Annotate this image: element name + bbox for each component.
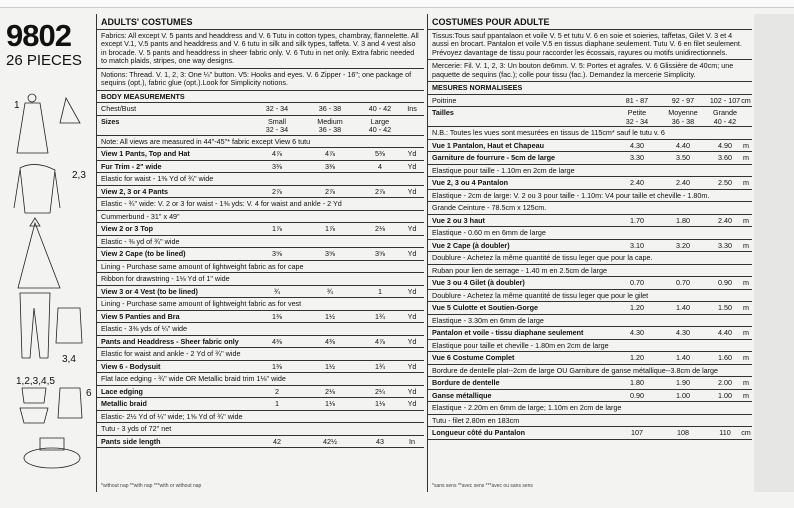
row-value: 1⅞	[272, 224, 282, 233]
notions-text: Notions: Thread. V. 1, 2, 3: One ¼" button. V5: Hooks and eyes. V. 6 Zipper - 16"; one package of sequins (opt.), fabric glue (opt.).Look for Simplicity notions.	[97, 69, 424, 91]
tissus-text: Tissus:Tous sauf ppantalaon et voile V. 5 et tutu V. 6 en soie et soieries, taffetas, Gilet V. 3 et 4 aussi en brocart. Pantalon et voile V.5 en tissus diaphane seulement. Tutu V. 6 en filet seulement. Prévoyez davantage de tissu pour raccorder les écossais, rayures ou motifs unidirectionnels.	[428, 30, 752, 61]
row-label: Lace edging	[101, 386, 143, 396]
row-label: Elastic - 3⅜ yds of ¼" wide	[101, 324, 188, 333]
row-label: Vue 3 ou 4 Gilet (à doubler)	[432, 278, 525, 287]
table-row	[97, 298, 424, 311]
fabrics-text: Fabrics: All except V. 5 pants and headdress and V. 6 Tutu in cotton types, chambray, flannelette. All except V.1, V.5 pants and headdress and V. 6 tutu in silk and silk types, taffeta. V. 3 and 4 vest also in brocade. V. 5 pants and headdress in sheer fabric only. V. 6 Tutu in net only. Extra fabric needed to match plaids, stripes, one way designs.	[97, 30, 424, 69]
row-label: Metallic braid	[101, 399, 147, 408]
row-value: 1½	[325, 361, 335, 371]
table-row	[97, 211, 424, 224]
table-row	[97, 286, 424, 299]
table-row	[97, 148, 424, 161]
row-value: 4	[378, 161, 382, 171]
row-value: 2⅛	[325, 386, 335, 396]
table-row	[428, 390, 752, 403]
table-row	[428, 277, 752, 290]
table-row	[428, 290, 752, 303]
row-label: Tutu - 3 yds of 72" net	[101, 424, 172, 433]
row-label: Lining - Purchase same amount of lightweight fabric as for vest	[101, 299, 302, 308]
row-label: Elastique - 2cm de large: V. 2 ou 3 pour taille - 1.10m: V4 pour taille et cheville - 1.80m.	[432, 190, 710, 200]
row-value: m	[743, 378, 749, 387]
row-label: Fur Trim - 2" wide	[101, 161, 162, 171]
body-measurements-heading: BODY MEASUREMENTS	[97, 91, 424, 104]
row-value: 1⅜	[272, 311, 282, 321]
row-value: 1¾	[375, 361, 385, 371]
row-value: 2.00	[718, 378, 732, 387]
row-value: 1.80	[630, 378, 644, 387]
row-value: 5⅜	[375, 149, 385, 158]
envelope-edge	[754, 14, 794, 492]
row-label: Elastique pour taille - 1.10m en 2cm de large	[432, 165, 575, 175]
row-label: Elastic for waist and ankle - 2 Yd of ¾" wide	[101, 349, 241, 358]
row-label: View 2, 3 or 4 Pants	[101, 186, 168, 196]
row-label: Elastic - ¾" wide: V. 2 or 3 for waist - 1⅜ yds: V. 4 for waist and ankle - 2 Yd	[101, 199, 342, 208]
row-value: Yd	[407, 186, 417, 196]
row-value: m	[743, 303, 749, 312]
row-label: Vue 1 Pantalon, Haut et Chapeau	[432, 140, 544, 150]
table-row	[97, 336, 424, 349]
row-label: Vue 2, 3 ou 4 Pantalon	[432, 178, 509, 187]
table-row	[97, 248, 424, 261]
row-value: Yd	[407, 386, 417, 396]
row-value: 1⅛	[325, 399, 335, 408]
row-value: 4⅞	[375, 336, 385, 346]
table-row	[428, 202, 752, 215]
row-value: 2.40	[676, 178, 690, 187]
row-value: m	[743, 215, 749, 225]
row-value: 42	[273, 436, 281, 446]
row-value: 3.50	[676, 153, 690, 162]
row-label: View 6 - Bodysuit	[101, 361, 161, 371]
row-value: 3⅝	[375, 249, 385, 258]
poitrine-row: Poitrine 81 - 87 92 - 97 102 - 107 cm	[428, 95, 752, 108]
row-value: 4.30	[630, 328, 644, 337]
table-row	[97, 361, 424, 374]
row-label: Longueur côté du Pantalon	[432, 428, 526, 437]
table-row	[428, 340, 752, 353]
row-value: Yd	[407, 361, 417, 371]
row-value: 3⅜	[272, 161, 282, 171]
row-value: 3⅜	[325, 161, 335, 171]
view-label-1: 1	[14, 100, 20, 111]
row-value: Yd	[407, 286, 417, 296]
row-value: cm	[741, 428, 751, 437]
table-row	[97, 423, 424, 436]
row-value: 1.80	[676, 215, 690, 225]
row-value: 1¾	[375, 311, 385, 321]
french-panel	[427, 14, 752, 492]
mercerie-text: Mercerie: Fil. V. 1, 2, 3: Un bouton de6mm. V. 5: Portes et agrafes. V. 6 Glissière de 40cm; une paquette de sequins (fac.); colle pour tissu (fac.). Demandez la mercerie Simplicity.	[428, 60, 752, 82]
row-label: Grande Ceinture - 78.5cm x 125cm.	[432, 203, 547, 212]
row-label: Ganse métallique	[432, 390, 492, 400]
table-row	[97, 261, 424, 274]
row-label: Elastique - 3.30m en 6mm de large	[432, 315, 544, 325]
top-strip	[0, 0, 794, 8]
row-value: 0.90	[630, 390, 644, 400]
row-value: 3.60	[718, 153, 732, 162]
row-label: View 2 Cape (to be lined)	[101, 249, 186, 258]
row-value: 1.20	[630, 303, 644, 312]
row-value: 0.70	[630, 278, 644, 287]
table-row	[97, 311, 424, 324]
row-label: Vue 2 Cape (à doubler)	[432, 240, 510, 250]
row-value: 4⅜	[272, 336, 282, 346]
metrage-table	[428, 140, 752, 440]
row-value: 42½	[323, 436, 337, 446]
row-value: 2	[275, 386, 279, 396]
nb-note: N.B.: Toutes les vues sont mesurées en tissus de 115cm* sauf le tutu v. 6	[428, 127, 752, 140]
row-value: 2⅞	[375, 186, 385, 196]
row-label: Pantalon et voile - tissu diaphane seulement	[432, 328, 584, 337]
row-value: m	[743, 153, 749, 162]
row-value: ¾	[327, 286, 333, 296]
table-row	[97, 273, 424, 286]
row-value: 1⅞	[325, 224, 335, 233]
row-label: Doublure - Achetez la même quantité de tissu leger que pour le gilet	[432, 290, 649, 300]
row-value: 1.70	[630, 215, 644, 225]
table-row	[428, 415, 752, 428]
row-label: Vue 2 ou 3 haut	[432, 215, 485, 225]
yardage-table	[97, 148, 424, 448]
row-value: 4⅜	[325, 336, 335, 346]
row-value: 4⅞	[325, 149, 335, 158]
row-label: Elastique - 0.60 m en 6mm de large	[432, 228, 546, 237]
row-value: 1.50	[718, 303, 732, 312]
table-row	[428, 190, 752, 203]
row-value: Yd	[407, 311, 417, 321]
row-label: Garniture de fourrure - 5cm de large	[432, 153, 556, 162]
row-value: 4.30	[630, 140, 644, 150]
row-value: 3⅝	[272, 249, 282, 258]
row-value: 2.40	[630, 178, 644, 187]
row-value: m	[743, 240, 749, 250]
row-label: View 1 Pants, Top and Hat	[101, 149, 190, 158]
table-row	[428, 152, 752, 165]
view-label-3-4: 3,4	[62, 354, 76, 365]
table-row	[428, 140, 752, 153]
table-row	[97, 173, 424, 186]
row-label: View 5 Panties and Bra	[101, 311, 180, 321]
table-row	[97, 323, 424, 336]
table-row	[428, 215, 752, 228]
row-label: Flat lace edging - ¾" wide OR Metallic braid trim 1⅛" wide	[101, 374, 286, 383]
sizes-row: Sizes Small 32 - 34 Medium 36 - 38 Large 40 - 42	[97, 116, 424, 136]
row-value: 3.10	[630, 240, 644, 250]
table-row	[428, 377, 752, 390]
table-row	[97, 161, 424, 174]
table-row	[97, 436, 424, 449]
row-label: Elastic for waist - 1⅜ Yd of ¾" wide	[101, 174, 214, 183]
table-row	[428, 302, 752, 315]
table-row	[97, 398, 424, 411]
row-value: 110	[719, 428, 731, 437]
row-label: Pants and Headdress - Sheer fabric only	[101, 336, 239, 346]
row-value: 2⅞	[272, 186, 282, 196]
row-value: m	[743, 278, 749, 287]
row-value: 1	[275, 399, 279, 408]
row-value: 1	[378, 286, 382, 296]
french-footnote: *sans sens **avec sens ***avec ou sans sens	[432, 482, 533, 489]
table-row	[428, 365, 752, 378]
row-value: 3.20	[676, 240, 690, 250]
row-value: m	[743, 178, 749, 187]
table-row	[97, 223, 424, 236]
row-label: Elastic - ⅜ yd of ¾" wide	[101, 236, 180, 246]
row-value: 0.70	[676, 278, 690, 287]
table-row	[97, 198, 424, 211]
table-row	[428, 402, 752, 415]
row-label: Vue 6 Costume Complet	[432, 353, 515, 362]
view-label-2-3: 2,3	[72, 170, 86, 181]
piece-count: 26 PIECES	[6, 52, 82, 69]
row-value: ¾	[274, 286, 280, 296]
table-row	[428, 352, 752, 365]
row-value: 1½	[325, 311, 335, 321]
row-value: 107	[631, 428, 643, 437]
row-value: 3⅝	[325, 249, 335, 258]
row-label: View 2 or 3 Top	[101, 224, 154, 233]
row-label: Elastique pour taille et cheville - 1.80m en 2cm de large	[432, 340, 609, 350]
row-value: m	[743, 140, 749, 150]
row-value: 3.30	[718, 240, 732, 250]
row-label: Bordure de dentelle plat--2cm de large OU Garniture de ganse métallique--3.8cm de large	[432, 365, 719, 375]
row-value: Yd	[407, 224, 417, 233]
row-value: Yd	[407, 336, 417, 346]
row-value: Yd	[407, 161, 417, 171]
table-row	[428, 252, 752, 265]
table-row	[428, 240, 752, 253]
french-title: COSTUMES POUR ADULTE	[428, 14, 752, 30]
row-value: 0.90	[718, 278, 732, 287]
row-label: View 3 or 4 Vest (to be lined)	[101, 286, 198, 296]
english-title: ADULTS' COSTUMES	[97, 14, 424, 30]
row-value: 1.60	[718, 353, 732, 362]
row-value: 2⅞	[325, 186, 335, 196]
row-label: Lining - Purchase same amount of lightweight fabric as for cape	[101, 261, 304, 271]
row-label: Elastique - 2.20m en 6mm de large; 1.10m en 2cm de large	[432, 403, 622, 412]
pattern-number: 9802	[6, 18, 71, 53]
row-value: 43	[376, 436, 384, 446]
row-label: Doublure - Achetez la même quantité de tissu leger que pour la cape.	[432, 253, 653, 262]
row-value: m	[743, 353, 749, 362]
row-value: 4.30	[676, 328, 690, 337]
row-value: Yd	[407, 249, 417, 258]
fabric-note: Note: All views are measured in 44"-45"* fabric except View 6 tutu	[97, 136, 424, 149]
table-row	[97, 186, 424, 199]
row-label: Vue 5 Culotte et Soutien-Gorge	[432, 303, 538, 312]
table-row	[428, 165, 752, 178]
row-value: 1.00	[676, 390, 690, 400]
tailles-row: Tailles Petite 32 - 34 Moyenne 36 - 38 Grande 40 - 42	[428, 107, 752, 127]
row-value: 4.90	[718, 140, 732, 150]
row-value: 108	[677, 428, 689, 437]
view-illustrations	[0, 78, 95, 498]
table-row	[97, 348, 424, 361]
table-row	[428, 427, 752, 440]
row-value: 1.90	[676, 378, 690, 387]
row-value: 1.00	[718, 390, 732, 400]
costume-sketches	[0, 78, 95, 498]
row-value: m	[743, 390, 749, 400]
row-label: Elastic- 2½ Yd of ¼" wide; 1⅝ Yd of ¾" wide	[101, 411, 243, 421]
row-value: 2⅛	[375, 224, 385, 233]
table-row	[428, 265, 752, 278]
view-label-1-5: 1,2,3,4,5	[16, 376, 55, 387]
row-value: Yd	[407, 149, 417, 158]
row-value: In	[409, 436, 415, 446]
table-row	[97, 373, 424, 386]
table-row	[97, 236, 424, 249]
row-value: 1⅜	[272, 361, 282, 371]
row-label: Ruban pour lien de serrage - 1.40 m en 2.5cm de large	[432, 265, 607, 275]
english-panel	[96, 14, 424, 492]
row-value: 2¼	[375, 386, 385, 396]
row-label: Tutu - filet 2.80m en 183cm	[432, 415, 520, 425]
row-value: 2.40	[718, 215, 732, 225]
row-value: 2.50	[718, 178, 732, 187]
row-label: Pants side length	[101, 436, 161, 446]
view-label-6: 6	[86, 388, 92, 399]
row-value: 4⅞	[272, 149, 282, 158]
row-label: Bordure de dentelle	[432, 378, 500, 387]
row-value: 1.40	[676, 353, 690, 362]
table-row	[97, 386, 424, 399]
table-row	[428, 327, 752, 340]
row-label: Ribbon for drawstring - 1⅛ Yd of 1" wide	[101, 274, 230, 283]
table-row	[428, 177, 752, 190]
row-value: 4.40	[718, 328, 732, 337]
row-value: 1.40	[676, 303, 690, 312]
table-row	[428, 315, 752, 328]
table-row	[428, 227, 752, 240]
table-row	[97, 411, 424, 424]
mesures-heading: MESURES NORMALISEES	[428, 82, 752, 95]
row-value: 1⅛	[375, 399, 385, 408]
row-value: 3.30	[630, 153, 644, 162]
chest-row: Chest/Bust 32 - 34 36 - 38 40 - 42 Ins	[97, 103, 424, 116]
row-value: m	[743, 328, 749, 337]
english-footnote: *without nap **with nap ***with or without nap	[101, 482, 202, 489]
row-value: 1.20	[630, 353, 644, 362]
row-label: Cummerbund - 31" x 49"	[101, 211, 180, 221]
row-value: 4.40	[676, 140, 690, 150]
row-value: Yd	[407, 399, 417, 408]
